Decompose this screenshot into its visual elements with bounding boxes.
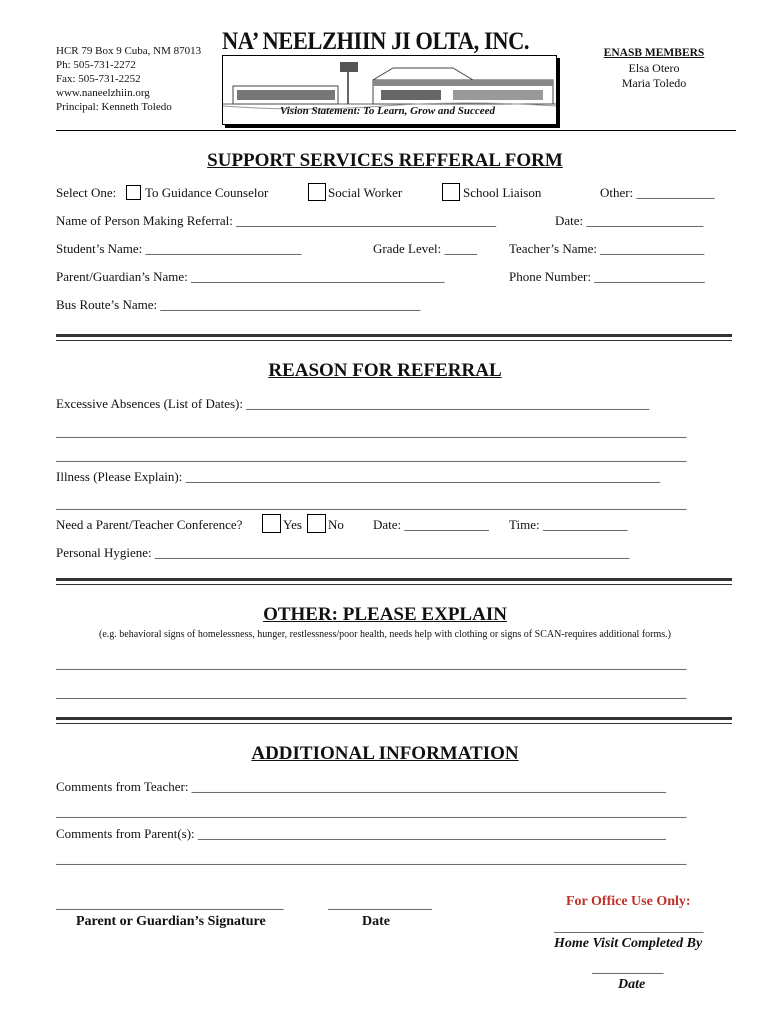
home-visit-label: Home Visit Completed By	[554, 936, 703, 951]
parent-name-field[interactable]: Parent/Guardian’s Name: _______________________________________	[56, 269, 445, 284]
school-address-block	[56, 44, 201, 114]
vision-statement: Vision Statement: To Learn, Grow and Succeed	[280, 105, 496, 117]
phone-number-field[interactable]: Phone Number: _________________	[509, 269, 705, 284]
member-name: Elsa Otero	[628, 61, 680, 75]
principal-line: Principal: Kenneth Toledo	[56, 101, 172, 113]
website-line: www.naneelzhiin.org	[56, 87, 150, 99]
absences-continuation-line[interactable]: _________________________________________________________________________________________________	[56, 448, 687, 463]
members-heading: ENASB MEMBERS	[603, 47, 705, 59]
fax-line: Fax: 505-731-2252	[56, 73, 141, 85]
select-one-label: Select One:	[56, 185, 117, 200]
absences-field[interactable]: Excessive Absences (List of Dates): ______________________________________________________________	[56, 396, 650, 411]
office-date-label: Date	[618, 977, 646, 992]
phone-line: Ph: 505-731-2272	[56, 59, 136, 71]
section-divider	[56, 334, 732, 341]
additional-heading: ADDITIONAL INFORMATION	[251, 743, 519, 764]
reason-heading: REASON FOR REFERRAL	[268, 360, 502, 381]
organization-name: NA’ NEELZHIIN JI OLTA, INC.	[222, 28, 530, 55]
other-explain-line[interactable]: _________________________________________________________________________________________________	[56, 656, 687, 671]
other-field[interactable]: Other: ____________	[600, 185, 715, 200]
conference-no-label: No	[328, 517, 344, 532]
conference-date-field[interactable]: Date: _____________	[373, 517, 489, 532]
guidance-counselor-label: To Guidance Counselor	[145, 185, 269, 200]
board-members	[590, 46, 718, 91]
parent-signature-label: Parent or Guardian’s Signature	[76, 914, 266, 929]
parent-comments-field[interactable]: Comments from Parent(s): ________________________________________________________________________	[56, 826, 666, 841]
teacher-comments-continuation-line[interactable]: _________________________________________________________________________________________________	[56, 804, 687, 819]
form-title: SUPPORT SERVICES REFFERAL FORM	[207, 150, 563, 171]
conference-yes-checkbox[interactable]	[262, 514, 281, 533]
school-liaison-label: School Liaison	[463, 185, 542, 200]
parent-comments-continuation-line[interactable]: _________________________________________________________________________________________________	[56, 851, 687, 866]
header-divider	[56, 130, 736, 131]
illness-field[interactable]: Illness (Please Explain): _________________________________________________________________________	[56, 469, 661, 484]
address-line: HCR 79 Box 9 Cuba, NM 87013	[56, 45, 202, 57]
signature-date-line[interactable]: ________________	[328, 896, 432, 911]
home-visit-line[interactable]: _______________________	[554, 919, 704, 934]
conference-time-field[interactable]: Time: _____________	[509, 517, 628, 532]
school-liaison-checkbox[interactable]	[442, 183, 460, 201]
referral-date-field[interactable]: Date: __________________	[555, 213, 704, 228]
grade-level-field[interactable]: Grade Level: _____	[373, 241, 477, 256]
illness-continuation-line[interactable]: _________________________________________________________________________________________________	[56, 496, 687, 511]
teacher-comments-field[interactable]: Comments from Teacher: _________________________________________________________________________	[56, 779, 667, 794]
conference-yes-label: Yes	[283, 517, 302, 532]
parent-signature-line[interactable]: ___________________________________	[56, 896, 284, 911]
referrer-name-field[interactable]: Name of Person Making Referral: ________________________________________	[56, 213, 497, 228]
other-examples-note: (e.g. behavioral signs of homelessness, hunger, restlessness/poor health, needs help with clothing or signs of SCAN-requires additional forms.)	[99, 629, 671, 640]
absences-continuation-line[interactable]: _________________________________________________________________________________________________	[56, 424, 687, 439]
conference-no-checkbox[interactable]	[307, 514, 326, 533]
section-divider	[56, 717, 732, 724]
bus-route-field[interactable]: Bus Route’s Name: ________________________________________	[56, 297, 421, 312]
other-heading: OTHER: PLEASE EXPLAIN	[263, 604, 507, 625]
member-name: Maria Toledo	[621, 76, 687, 90]
teacher-name-field[interactable]: Teacher’s Name: ________________	[509, 241, 705, 256]
office-date-line[interactable]: ___________	[592, 960, 664, 975]
student-name-field[interactable]: Student’s Name: ________________________	[56, 241, 302, 256]
guidance-counselor-checkbox[interactable]	[126, 185, 141, 200]
social-worker-label: Social Worker	[328, 185, 403, 200]
section-divider	[56, 578, 732, 585]
conference-question: Need a Parent/Teacher Conference?	[56, 517, 243, 532]
office-use-heading: For Office Use Only:	[566, 894, 691, 909]
other-explain-line[interactable]: _________________________________________________________________________________________________	[56, 685, 687, 700]
signature-date-label: Date	[362, 914, 390, 929]
hygiene-field[interactable]: Personal Hygiene: _________________________________________________________________________	[56, 545, 630, 560]
social-worker-checkbox[interactable]	[308, 183, 326, 201]
